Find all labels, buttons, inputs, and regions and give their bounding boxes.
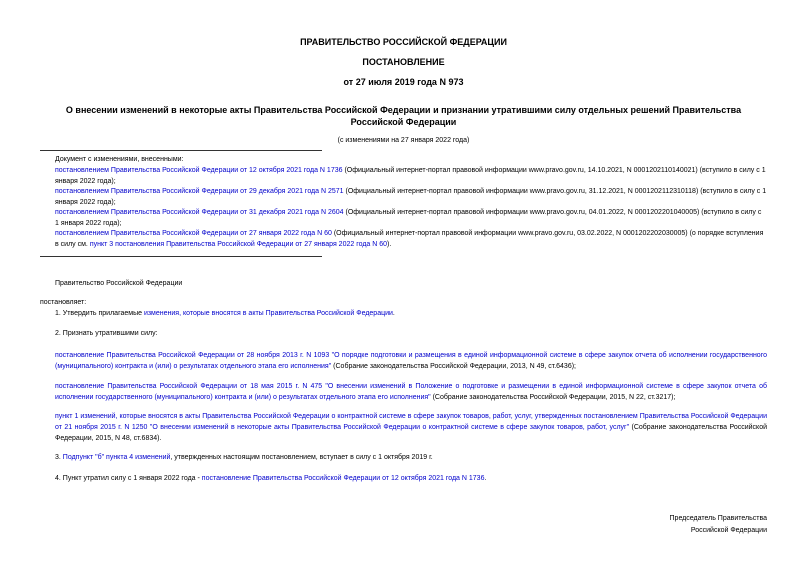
subclause-link[interactable]: Подпункт "б" пункта 4 изменений [62,454,171,461]
act-link[interactable]: постановление Правительства Российской Федерации от 28 ноября 2013 г. N 1093 "О порядке подготовки и размещения в единой информационной системе в сфере закупок отчета об исполнении государственного (муниципального) контракта и (или) о результатах отдельного этапа его исполнения" [55,352,767,370]
paragraph-3: 3. Подпункт "б" пункта 4 изменений, утвержденных настоящим постановлением, вступает в силу с 1 октября 2019 г. [55,454,433,461]
signature-line-2: Российской Федерации [690,527,767,534]
government-line: Правительство Российской Федерации [55,280,183,287]
org-heading: ПРАВИТЕЛЬСТВО РОССИЙСКОЙ ФЕДЕРАЦИИ [300,37,507,47]
paragraph-2: 2. Признать утратившими силу: [55,330,158,337]
paragraph-2-2: постановление Правительства Российской Федерации от 18 мая 2015 г. N 475 "О внесении изменений в Положение о подготовке и размещении в единой информационной системе в сфере закупок отчета об исполнении государственного (муниципального) контракта и (или) о результатах отдельного этапа его исполнения" (Собрание законодательства Российской Федерации, 2015, N 22, ст.3217); [55,383,767,401]
date-number: от 27 июля 2019 года N 973 [343,77,464,87]
decides-line: постановляет: [40,299,87,306]
divider-top [40,150,322,151]
paragraph-2-1: постановление Правительства Российской Федерации от 28 ноября 2013 г. N 1093 "О порядке подготовки и размещения в единой информационной системе в сфере закупок отчета об исполнении государственного (муниципального) контракта и (или) о результатах отдельного этапа его исполнения" (Собрание законодательства Российской Федерации, 2013, N 49, ст.6436); [55,352,767,370]
paragraph-1: 1. Утвердить прилагаемые изменения, которые вносятся в акты Правительства Российской Федерации. [55,310,395,317]
amended-note: (с изменениями на 27 января 2022 года) [337,137,470,144]
doctype-heading: ПОСТАНОВЛЕНИЕ [362,57,445,67]
change-link[interactable]: постановлением Правительства Российской Федерации от 27 января 2022 года N 60 [55,230,332,237]
signature-block [670,513,767,537]
act-link[interactable]: постановление Правительства Российской Федерации от 18 мая 2015 г. N 475 "О внесении изменений в Положение о подготовке и размещении в единой информационной системе в сфере закупок отчета об исполнении государственного (муниципального) контракта и (или) о результатах отдельного этапа его исполнения" [55,383,767,401]
change-item: постановлением Правительства Российской Федерации от 29 декабря 2021 года N 2571 (Официальный интернет-портал правовой информации www.pravo.gov.ru, 31.12.2021, N 0001202112310118) (вступило в силу с 1 января 2022 года); [55,188,767,206]
paragraph-4: 4. Пункт утратил силу с 1 января 2022 года - постановление Правительства Российской Федерации от 12 октября 2021 года N 1736. [55,475,487,482]
change-link[interactable]: постановлением Правительства Российской Федерации от 31 декабря 2021 года N 2604 [55,209,344,216]
act-link[interactable]: постановление Правительства Российской Федерации от 12 октября 2021 года N 1736 [201,475,485,482]
change-item: постановлением Правительства Российской Федерации от 27 января 2022 года N 60 (Официальный интернет-портал правовой информации www.pravo.gov.ru, 03.02.2022, N 0001202202030005) (о порядке вступления в силу см. пункт 3 постановления Правительства Российской Федерации от 27 января 2022 года N 60). [55,230,764,248]
divider-bottom [40,256,322,257]
paragraph-2-3: пункт 1 изменений, которые вносятся в акты Правительства Российской Федерации о контрактной системе в сфере закупок товаров, работ, услуг, утвержденных постановлением Правительства Российской Федерации от 21 ноября 2015 г. N 1250 "О внесении изменений в некоторые акты Правительства Российской Федерации о контрактной системе в сфере закупок товаров, работ, услуг" (Собрание законодательства Российской Федерации, 2015, N 48, ст.6834). [55,413,768,442]
change-item: постановлением Правительства Российской Федерации от 31 декабря 2021 года N 2604 (Официальный интернет-портал правовой информации www.pravo.gov.ru, 04.01.2022, N 0001202201040005) (вступило в силу с 1 января 2022 года); [55,209,762,227]
change-link[interactable]: постановлением Правительства Российской Федерации от 12 октября 2021 года N 1736 [55,167,343,174]
change-item: постановлением Правительства Российской Федерации от 12 октября 2021 года N 1736 (Официальный интернет-портал правовой информации www.pravo.gov.ru, 14.10.2021, N 0001202110140021) (вступило в силу с 1 января 2022 года); [55,167,766,185]
document-title: О внесении изменений в некоторые акты Правительства Российской Федерации и признании утратившими силу отдельных решений Правительства Российской Федерации [65,105,742,127]
changes-intro: Документ с изменениями, внесенными: [55,156,184,163]
change-link[interactable]: постановлением Правительства Российской Федерации от 29 декабря 2021 года N 2571 [55,188,344,195]
change-link[interactable]: пункт 3 постановления Правительства Российской Федерации от 27 января 2022 года N 60 [89,241,388,248]
act-link[interactable]: пункт 1 изменений, которые вносятся в акты Правительства Российской Федерации о контрактной системе в сфере закупок товаров, работ, услуг, утвержденных постановлением Правительства Российской Федерации от 21 ноября 2015 г. N 1250 "О внесении изменений в некоторые акты Правительства Российской Федерации о контрактной системе в сфере закупок товаров, работ, услуг" [55,413,767,431]
changes-link[interactable]: изменения, которые вносятся в акты Правительства Российской Федерации [143,310,393,317]
signature-line-1: Председатель Правительства [669,515,767,522]
